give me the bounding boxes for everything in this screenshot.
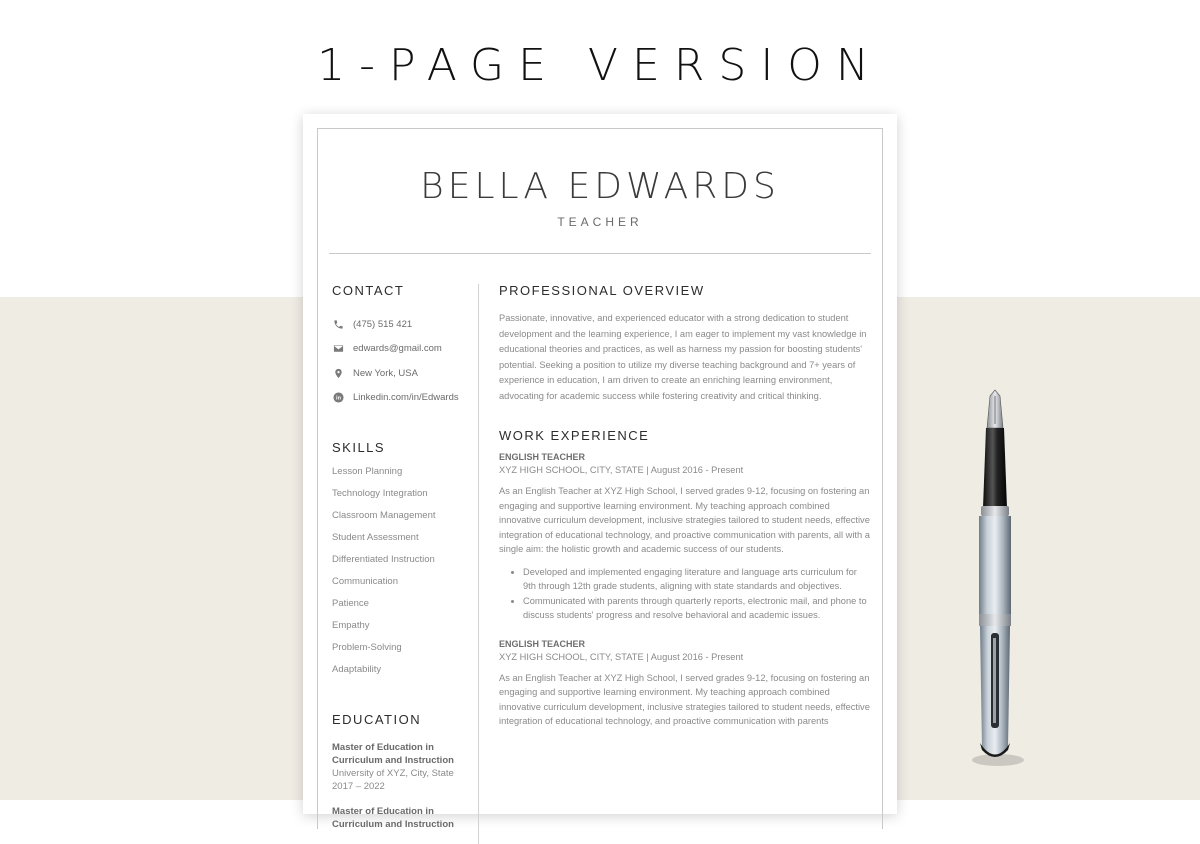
education-entry [332, 741, 472, 793]
overview-text: Passionate, innovative, and experienced educator with a strong dedication to student development and the learning experience, I am eager to implement my vast knowledge in educational theories and practices, as well as harness my passion for boosting students' potential. Seeking a position to utilize my diverse teaching background and 7+ years of experience in education, I am driven to create an enriching learning environment, advocating for academic success while fostering creativity and critical thinking. [499, 313, 867, 401]
svg-text:in: in [335, 395, 341, 402]
education-degree: Master of Education in Curriculum and Instruction [332, 806, 454, 830]
job-meta: XYZ HIGH SCHOOL, CITY, STATE | August 2016 - Present [499, 651, 744, 662]
job-description: As an English Teacher at XYZ High School, I served grades 9-12, focusing on fostering an engaging and supportive learning environment. My teaching approach combined innovative curriculum development, inclusive strategies tailored to student needs, effective integration of educational technology, and proactive communication with parents [499, 672, 870, 726]
job-title: ENGLISH TEACHER [499, 638, 586, 649]
linkedin-icon [332, 392, 344, 404]
job-description: As an English Teacher at XYZ High School, I served grades 9-12, focusing on fostering an engaging and supportive learning environment. My teaching approach combined innovative curriculum development, inclusive strategies tailored to student needs, effective integration of educational technology, and proactive communication with parents, all with a single aim: the holistic growth and academic success of our students. [499, 486, 870, 554]
job-bullets [499, 565, 871, 623]
resume-sheet [303, 114, 897, 830]
education-degree: Master of Education in Curriculum and Instruction [332, 742, 454, 766]
left-column [332, 283, 472, 831]
skill-item: Lesson Planning [332, 466, 403, 477]
skill-item: Adaptability [332, 664, 382, 675]
job-title: ENGLISH TEACHER [499, 452, 586, 462]
contact-email-text: edwards@gmail.com [353, 343, 442, 355]
overview-heading: PROFESSIONAL OVERVIEW [499, 283, 705, 298]
contact-email [332, 337, 472, 362]
job-bullet: • Communicated with parents through quarterly reports, electronic mail, and phone to discuss students' progress and resolve behavioral and academic issues. [523, 594, 871, 623]
page-heading: 1-PAGE VERSION [317, 40, 883, 91]
skill-item: Differentiated Instruction [332, 554, 435, 565]
job-bullet: • Developed and implemented engaging literature and language arts curriculum for 9th through 12th grade students, aligning with state standards and objectives. [523, 565, 871, 594]
resume-frame [317, 128, 883, 829]
education-entry [332, 805, 472, 831]
contact-phone [332, 312, 472, 337]
skill-item: Student Assessment [332, 532, 419, 543]
skill-item: Communication [332, 576, 398, 587]
education-school: University of XYZ, City, State [332, 768, 454, 779]
fountain-pen-image [950, 388, 1040, 778]
skills-heading: SKILLS [332, 440, 386, 455]
skill-item: Patience [332, 598, 369, 609]
skill-item: Classroom Management [332, 510, 436, 521]
education-heading: EDUCATION [332, 712, 422, 727]
column-divider [478, 284, 479, 844]
contact-location [332, 361, 472, 386]
mail-icon [332, 343, 344, 355]
contact-linkedin-text: Linkedin.com/in/Edwards [353, 392, 459, 404]
skill-item: Empathy [332, 620, 370, 631]
skill-item: Technology Integration [332, 488, 428, 499]
contact-list [332, 312, 472, 410]
education-years: 2017 – 2022 [332, 781, 385, 792]
contact-heading: CONTACT [332, 283, 405, 298]
job-entry [499, 452, 871, 623]
contact-location-text: New York, USA [353, 367, 418, 379]
right-column [499, 283, 871, 729]
resume-name: BELLA EDWARDS [420, 166, 780, 207]
job-meta: XYZ HIGH SCHOOL, CITY, STATE | August 2016 - Present [499, 465, 744, 475]
job-entry [499, 639, 871, 729]
resume-job-title: TEACHER [557, 215, 643, 229]
experience-heading: WORK EXPERIENCE [499, 428, 650, 443]
header-divider [329, 253, 871, 254]
skill-item: Problem-Solving [332, 642, 402, 653]
location-pin-icon [332, 367, 344, 379]
phone-icon [332, 318, 344, 330]
contact-linkedin [332, 386, 472, 411]
contact-phone-text: (475) 515 421 [353, 318, 413, 330]
skills-list [332, 465, 472, 685]
